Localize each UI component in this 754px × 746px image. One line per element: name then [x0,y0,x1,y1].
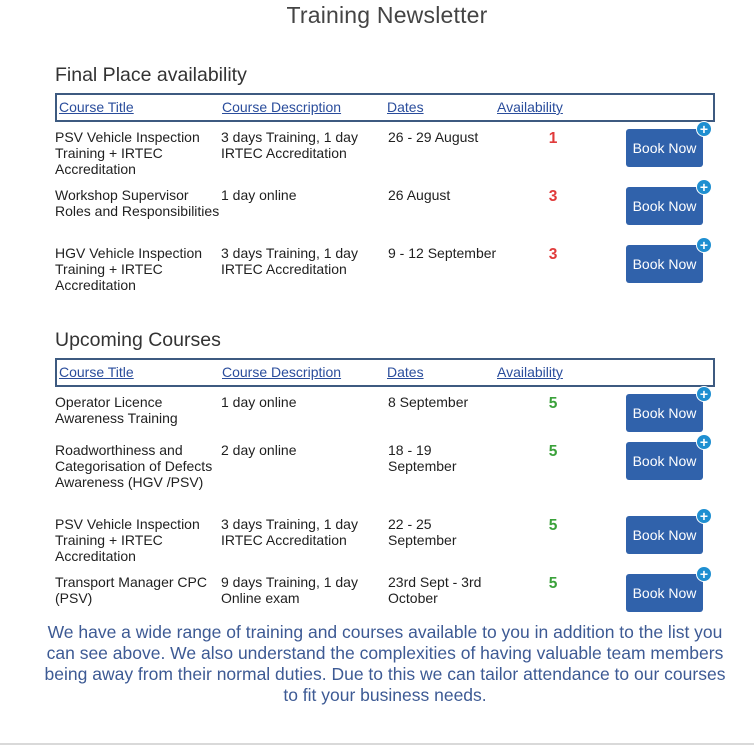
plus-icon[interactable]: + [696,237,712,253]
column-header-availability[interactable]: Availability [497,99,563,115]
course-description-cell: 1 day online [221,394,297,410]
dates-cell: 26 - 29 August [388,129,479,145]
course-title-cell: HGV Vehicle Inspection Training + IRTEC Accreditation [55,245,203,293]
course-description-cell: 3 days Training, 1 day IRTEC Accreditation [221,516,358,548]
dates-cell: 23rd Sept - 3rd October [388,574,482,606]
course-description-cell: 2 day online [221,442,297,458]
course-title-cell: Operator Licence Awareness Training [55,394,178,426]
divider [0,743,754,745]
dates-cell: 26 August [388,187,451,203]
book-now-button[interactable]: Book Now [626,187,703,225]
course-description-cell: 3 days Training, 1 day IRTEC Accreditation [221,245,358,277]
column-header-course-title[interactable]: Course Title [59,99,134,115]
footer-paragraph: We have a wide range of training and courses available to you in addition to the list you can see above. We also understand the complexities of having valuable team members being away from their normal duties. Due to this we can tailor attendance to our courses to fit your business needs. [44,622,726,705]
column-header-course-title[interactable]: Course Title [59,364,134,380]
final-place-table-header [55,93,715,122]
availability-count: 3 [548,246,558,263]
book-now-button[interactable]: Book Now [626,129,703,167]
course-description-cell: 9 days Training, 1 day Online exam [221,574,358,606]
book-now-button[interactable]: Book Now [626,442,703,480]
book-now-button[interactable]: Book Now [626,394,703,432]
plus-icon[interactable]: + [696,566,712,582]
course-description-cell: 1 day online [221,187,297,203]
availability-count: 3 [548,188,558,205]
course-title-cell: Workshop Supervisor Roles and Responsibilities [55,187,220,219]
book-now-button[interactable]: Book Now [626,516,703,554]
availability-count: 5 [548,443,558,460]
book-now-button[interactable]: Book Now [626,245,703,283]
course-title-cell: Transport Manager CPC (PSV) [55,574,207,606]
final-place-heading: Final Place availability [55,64,247,86]
plus-icon[interactable]: + [696,179,712,195]
column-header-availability[interactable]: Availability [497,364,563,380]
page-title: Training Newsletter [286,2,488,28]
column-header-dates[interactable]: Dates [387,99,424,115]
plus-icon[interactable]: + [696,508,712,524]
dates-cell: 18 - 19 September [388,442,457,474]
dates-cell: 8 September [388,394,469,410]
plus-icon[interactable]: + [696,434,712,450]
column-header-course-description[interactable]: Course Description [222,99,342,115]
plus-icon[interactable]: + [696,386,712,402]
dates-cell: 22 - 25 September [388,516,457,548]
upcoming-table-header [55,358,715,387]
availability-count: 5 [548,575,558,592]
column-header-dates[interactable]: Dates [387,364,424,380]
plus-icon[interactable]: + [696,121,712,137]
course-description-cell: 3 days Training, 1 day IRTEC Accreditation [221,129,358,161]
book-now-button[interactable]: Book Now [626,574,703,612]
dates-cell: 9 - 12 September [388,245,497,261]
upcoming-courses-heading: Upcoming Courses [55,329,221,351]
course-title-cell: PSV Vehicle Inspection Training + IRTEC Accreditation [55,516,200,564]
availability-count: 5 [548,517,558,534]
course-title-cell: Roadworthiness and Categorisation of Defects Awareness (HGV /PSV) [55,442,213,490]
availability-count: 1 [548,130,558,147]
availability-count: 5 [548,395,558,412]
column-header-course-description[interactable]: Course Description [222,364,342,380]
course-title-cell: PSV Vehicle Inspection Training + IRTEC Accreditation [55,129,200,177]
